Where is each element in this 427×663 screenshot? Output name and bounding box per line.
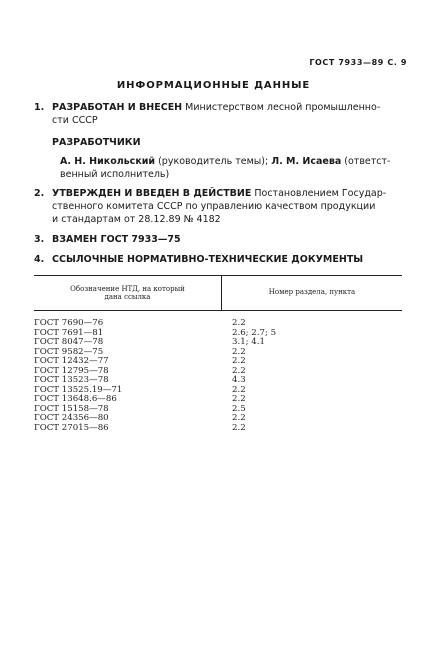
section-reference: 2.2 [232,346,246,357]
section-1-text-line1: Министерством лесной промышленно- [182,102,381,113]
section-2 [34,187,409,226]
table-header [34,275,402,311]
section-3-number: 3. [34,234,45,245]
developer-1-role: (руководитель темы); [155,156,272,167]
document-designation: ГОСТ 13648.6—86 [34,394,117,404]
section-1-text-line2: сти СССР [52,115,98,126]
section-reference: 2.2 [232,365,246,376]
section-2-heading: УТВЕРЖДЕН И ВВЕДЕН В ДЕЙСТВИЕ [52,188,252,199]
references-table [34,275,402,433]
page-title: ИНФОРМАЦИОННЫЕ ДАННЫЕ [116,80,311,91]
developer-1-name: А. Н. Никольский [60,156,156,167]
section-1-heading: РАЗРАБОТАН И ВНЕСЕН [52,102,183,113]
section-2-text-line1: Постановлением Государ- [251,188,387,199]
section-1 [34,101,409,127]
page-header: ГОСТ 7933—89 С. 9 [309,58,407,67]
developer-2-role-line2: венный исполнитель) [60,169,170,180]
column-header-document [34,285,221,301]
section-reference: 2.2 [232,394,246,404]
developers-list [60,155,410,181]
developer-2-role-line1: (ответст- [341,156,391,167]
document-designation: ГОСТ 13523—78 [34,375,109,385]
section-reference: 2.2 [232,318,246,328]
document-designation: ГОСТ 13525.19—71 [34,384,123,395]
column-header-document-line1: Обозначение НТД, на который [70,285,185,293]
column-header-document-line2: дана ссылка [104,293,151,301]
section-reference: 2.2 [232,413,246,423]
document-designation: ГОСТ 9582—75 [34,346,104,357]
section-2-number: 2. [34,188,45,199]
section-reference: 2.5 [232,403,246,414]
document-designation: ГОСТ 12432—77 [34,356,109,366]
section-reference: 4.3 [232,375,246,385]
table-row [34,424,402,434]
section-2-text-line3: и стандартам от 28.12.89 № 4182 [52,214,221,225]
section-reference: 2.2 [232,422,246,433]
developer-2-name: Л. М. Исаева [271,156,342,167]
section-reference: 2.2 [232,356,246,366]
document-designation: ГОСТ 12795—78 [34,365,109,376]
document-designation: ГОСТ 24356—80 [34,413,109,423]
section-3 [34,233,181,246]
section-2-text-line2: ственного комитета СССР по управлению качеством продукции [52,201,376,212]
document-designation: ГОСТ 8047—78 [34,337,104,347]
document-designation: ГОСТ 15158—78 [34,403,109,414]
section-reference: 2.6; 2.7; 5 [232,327,277,338]
section-reference: 2.2 [232,384,246,395]
document-designation: ГОСТ 7690—76 [34,318,104,328]
section-4-text: ССЫЛОЧНЫЕ НОРМАТИВНО-ТЕХНИЧЕСКИЕ ДОКУМЕНТЫ [52,254,364,265]
section-1-number: 1. [34,102,45,113]
section-4 [34,253,363,266]
table-body [34,319,402,433]
section-4-number: 4. [34,254,45,265]
document-designation: ГОСТ 7691—81 [34,327,104,338]
document-designation: ГОСТ 27015—86 [34,422,109,433]
section-reference: 3.1; 4.1 [232,337,265,347]
column-header-section: Номер раздела, пункта [268,288,356,296]
section-3-text: ВЗАМЕН ГОСТ 7933—75 [52,234,181,245]
developers-label: РАЗРАБОТЧИКИ [52,137,141,148]
